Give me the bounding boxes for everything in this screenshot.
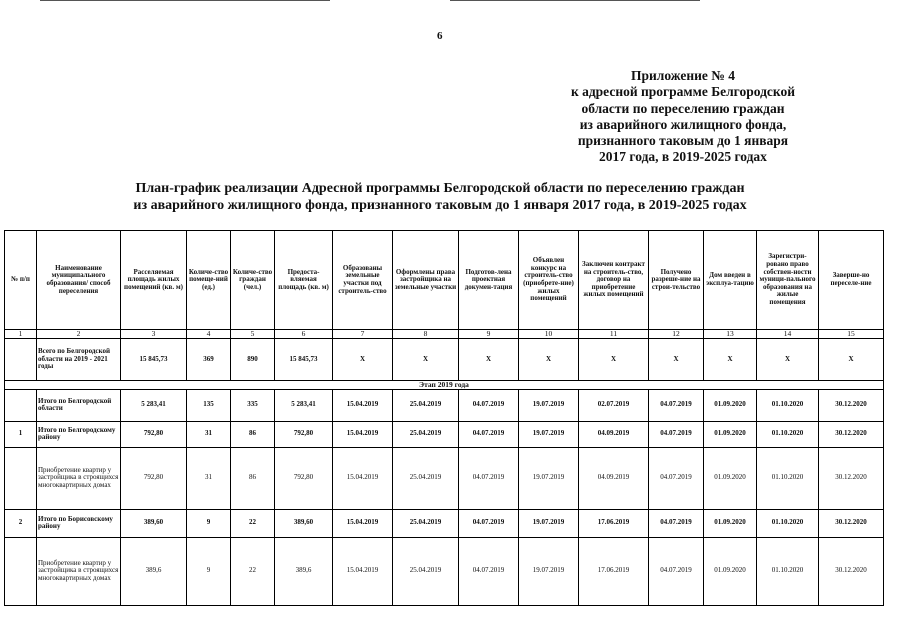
table-cell: 04.09.2019: [579, 447, 649, 509]
column-number: 13: [704, 330, 757, 339]
appendix-line: к адресной программе Белгородской: [570, 84, 796, 100]
appendix-heading: [553, 68, 813, 166]
table-cell: Итого по Белгородскому району: [37, 421, 121, 447]
stage-label: Этап 2019 года: [5, 381, 884, 390]
table-cell: 30.12.2020: [819, 537, 884, 605]
table-cell: 19.07.2019: [519, 421, 579, 447]
table-cell: 890: [231, 339, 275, 381]
table-cell: 135: [187, 389, 231, 421]
table-cell: 01.09.2020: [704, 421, 757, 447]
table-cell: 15.04.2019: [333, 537, 393, 605]
header-cell: Дом введен в эксплуа-тацию: [704, 231, 757, 330]
table-cell: 19.07.2019: [519, 509, 579, 537]
table-cell: 15 845,73: [275, 339, 333, 381]
table-cell: 369: [187, 339, 231, 381]
table-cell: 86: [231, 447, 275, 509]
column-number: 6: [275, 330, 333, 339]
header-row: [5, 231, 884, 330]
table-cell: [5, 537, 37, 605]
table-cell: 25.04.2019: [393, 537, 459, 605]
table-cell: [5, 389, 37, 421]
table-cell: Х: [333, 339, 393, 381]
table-cell: 25.04.2019: [393, 421, 459, 447]
header-cell: Заключен контракт на строитель-ство, договор на приобретение жилых помещений: [579, 231, 649, 330]
table-cell: 01.09.2020: [704, 447, 757, 509]
table-cell: 01.10.2020: [757, 389, 819, 421]
table-cell: 22: [231, 509, 275, 537]
table-cell: Приобретение квартир у застройщика в строящихся многоквартирных домах: [37, 537, 121, 605]
column-number: 11: [579, 330, 649, 339]
header-cell: Количе-ство граждан (чел.): [231, 231, 275, 330]
table-cell: 04.09.2019: [579, 421, 649, 447]
table-cell: 04.07.2019: [459, 447, 519, 509]
table-cell: 792,80: [121, 447, 187, 509]
header-cell: Оформлены права застройщика на земельные участки: [393, 231, 459, 330]
stage-row: [5, 381, 884, 390]
column-number: 8: [393, 330, 459, 339]
table-cell: 31: [187, 447, 231, 509]
table-cell: 25.04.2019: [393, 509, 459, 537]
column-number: 3: [121, 330, 187, 339]
table-cell: 389,60: [121, 509, 187, 537]
table-cell: Х: [519, 339, 579, 381]
table-cell: 04.07.2019: [459, 421, 519, 447]
table-cell: 792,80: [121, 421, 187, 447]
table-cell: 04.07.2019: [649, 447, 704, 509]
table-cell: 389,6: [275, 537, 333, 605]
table-cell: 389,60: [275, 509, 333, 537]
appendix-line: признанного таковым до 1 января: [577, 133, 789, 149]
appendix-line: Приложение № 4: [631, 68, 735, 83]
table-cell: 15.04.2019: [333, 447, 393, 509]
table-cell: 15.04.2019: [333, 421, 393, 447]
table-cell: 01.10.2020: [757, 447, 819, 509]
table-cell: 2: [5, 509, 37, 537]
table-row: [5, 509, 884, 537]
table-cell: Приобретение квартир у застройщика в строящихся многоквартирных домах: [37, 447, 121, 509]
table-cell: [5, 339, 37, 381]
appendix-line: из аварийного жилищного фонда,: [579, 116, 787, 132]
table-cell: 30.12.2020: [819, 421, 884, 447]
header-cell: Расселяемая площадь жилых помещений (кв. м): [121, 231, 187, 330]
table-cell: 04.07.2019: [649, 389, 704, 421]
column-number: 15: [819, 330, 884, 339]
table-cell: 335: [231, 389, 275, 421]
table-cell: 02.07.2019: [579, 389, 649, 421]
table-cell: 31: [187, 421, 231, 447]
table-cell: 30.12.2020: [819, 389, 884, 421]
table-cell: 01.09.2020: [704, 537, 757, 605]
table-cell: 9: [187, 537, 231, 605]
table-cell: 5 283,41: [275, 389, 333, 421]
table-cell: Х: [757, 339, 819, 381]
appendix-line: области по переселению граждан: [581, 100, 785, 116]
table-row: [5, 421, 884, 447]
header-cell: Количе-ство помеще-ний (ед.): [187, 231, 231, 330]
table-cell: [5, 447, 37, 509]
table-cell: 9: [187, 509, 231, 537]
table-cell: 19.07.2019: [519, 447, 579, 509]
page-number: 6: [437, 30, 443, 42]
table-cell: 792,80: [275, 447, 333, 509]
table-cell: 25.04.2019: [393, 447, 459, 509]
column-number: 2: [37, 330, 121, 339]
column-number: 12: [649, 330, 704, 339]
column-number: 14: [757, 330, 819, 339]
table-cell: 01.09.2020: [704, 509, 757, 537]
table-cell: 86: [231, 421, 275, 447]
column-number: 5: [231, 330, 275, 339]
table-cell: Х: [459, 339, 519, 381]
table-row: [5, 389, 884, 421]
title-line: из аварийного жилищного фонда, признанного таковым до 1 января 2017 года, в 2019-2025 годах: [133, 198, 747, 213]
table-cell: Х: [819, 339, 884, 381]
header-cell: Зарегистри-ровано право собствен-ности муници-пального образования на жилые помещения: [757, 231, 819, 330]
table-cell: 04.07.2019: [459, 537, 519, 605]
header-cell: Наименование муниципального образования/ способ переселения: [37, 231, 121, 330]
table-cell: Итого по Борисовскому району: [37, 509, 121, 537]
table-row: [5, 447, 884, 509]
table-cell: 01.10.2020: [757, 421, 819, 447]
column-number: 10: [519, 330, 579, 339]
table-row: [5, 537, 884, 605]
header-cell: Заверше-но переселе-ние: [819, 231, 884, 330]
table-cell: 19.07.2019: [519, 537, 579, 605]
table-cell: 04.07.2019: [459, 509, 519, 537]
table-cell: Всего по Белгородской области на 2019 - 2021 годы: [37, 339, 121, 381]
table-cell: 30.12.2020: [819, 447, 884, 509]
table-cell: Х: [579, 339, 649, 381]
table-cell: 1: [5, 421, 37, 447]
title-line: План-график реализации Адресной программы Белгородской области по переселению граждан: [135, 181, 745, 196]
header-cell: Получено разреше-ние на строи-тельство: [649, 231, 704, 330]
table-cell: 17.06.2019: [579, 509, 649, 537]
table-cell: 30.12.2020: [819, 509, 884, 537]
schedule-table: [4, 230, 884, 606]
table-cell: 389,6: [121, 537, 187, 605]
table-cell: 22: [231, 537, 275, 605]
total-row: [5, 339, 884, 381]
table-cell: 19.07.2019: [519, 389, 579, 421]
scan-edge-line: [450, 0, 700, 1]
header-cell: Объявлен конкурс на строитель-ство (приобрете-ние) жилых помещений: [519, 231, 579, 330]
document-title: [80, 180, 800, 214]
table-cell: 04.07.2019: [649, 537, 704, 605]
table-cell: 04.07.2019: [459, 389, 519, 421]
table-cell: 04.07.2019: [649, 421, 704, 447]
column-number: 9: [459, 330, 519, 339]
header-cell: Подготов-лена проектная докумен-тация: [459, 231, 519, 330]
table-cell: 01.09.2020: [704, 389, 757, 421]
table-cell: 04.07.2019: [649, 509, 704, 537]
table-cell: 5 283,41: [121, 389, 187, 421]
column-number-row: [5, 330, 884, 339]
table-cell: 15.04.2019: [333, 389, 393, 421]
table-cell: Итого по Белгородской области: [37, 389, 121, 421]
table-cell: 15.04.2019: [333, 509, 393, 537]
scan-edge-line: [40, 0, 330, 1]
table-cell: Х: [393, 339, 459, 381]
table-cell: 792,80: [275, 421, 333, 447]
header-cell: № п/п: [5, 231, 37, 330]
header-cell: Образованы земельные участки под строитель-ство: [333, 231, 393, 330]
header-cell: Предоста-вляемая площадь (кв. м): [275, 231, 333, 330]
table-cell: 01.10.2020: [757, 537, 819, 605]
column-number: 7: [333, 330, 393, 339]
column-number: 4: [187, 330, 231, 339]
table-cell: Х: [649, 339, 704, 381]
table-cell: 25.04.2019: [393, 389, 459, 421]
table-cell: 17.06.2019: [579, 537, 649, 605]
table-cell: 15 845,73: [121, 339, 187, 381]
table-cell: Х: [704, 339, 757, 381]
column-number: 1: [5, 330, 37, 339]
table-cell: 01.10.2020: [757, 509, 819, 537]
appendix-line: 2017 года, в 2019-2025 годах: [599, 149, 767, 165]
